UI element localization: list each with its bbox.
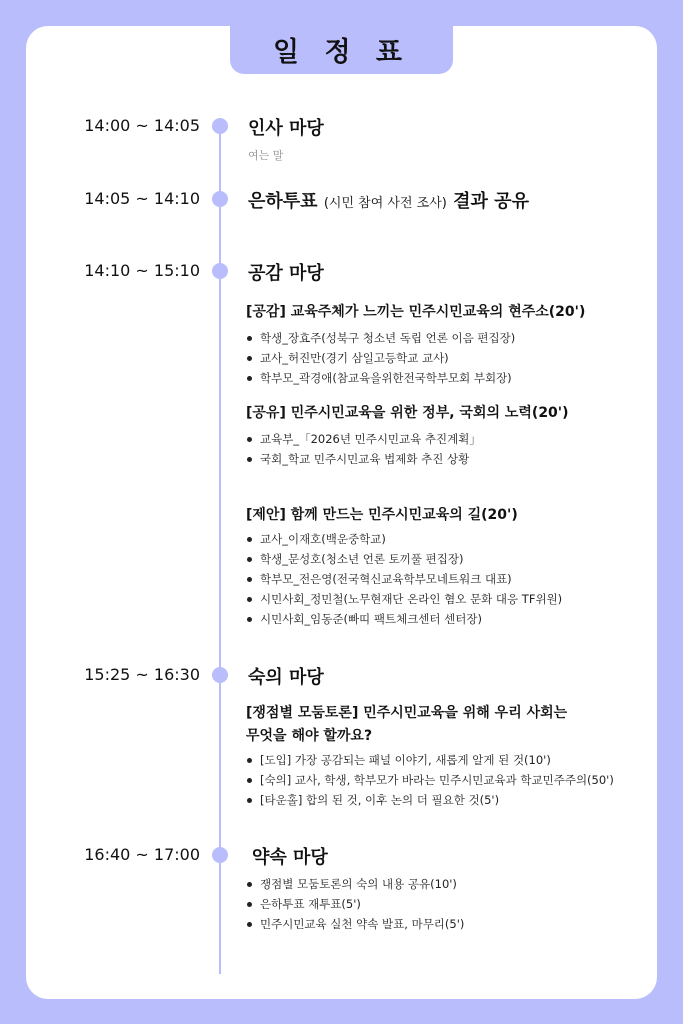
item-list: [246, 874, 464, 934]
session-time: 15:25 ~ 16:30: [84, 665, 200, 684]
list-item: 민주시민교육 실천 약속 발표, 마무리(5'): [246, 914, 464, 934]
list-item: 은하투표 재투표(5'): [246, 894, 464, 914]
item-list: [246, 750, 614, 810]
list-item: 학생_장효주(성북구 청소년 독립 언론 이음 편집장): [246, 328, 515, 348]
list-item: 학부모_곽경애(참교육을위한전국학부모회 부회장): [246, 368, 515, 388]
list-item: 시민사회_임동준(빠띠 팩트체크센터 센터장): [246, 609, 562, 629]
list-item: 학생_문성호(청소년 언론 토끼풀 편집장): [246, 549, 562, 569]
list-item: 시민사회_정민철(노무현재단 온라인 혐오 문화 대응 TF위원): [246, 589, 562, 609]
item-list: [246, 328, 515, 388]
session-title-sub: (시민 참여 사전 조사): [323, 196, 447, 211]
session-title: [248, 187, 529, 213]
session-title: 숙의 마당: [248, 667, 324, 688]
item-list: [246, 429, 481, 469]
group-title-line2: 무엇을 해야 할까요?: [246, 728, 373, 744]
session-title: 인사 마당: [248, 118, 324, 139]
list-item: 국회_학교 민주시민교육 법제화 추진 상황: [246, 449, 481, 469]
item-list: [246, 529, 562, 629]
session-time: 16:40 ~ 17:00: [84, 845, 200, 864]
timeline-dot: [212, 191, 228, 207]
session-title: 공감 마당: [248, 263, 324, 284]
list-item: [타운홀] 합의 된 것, 이후 논의 더 필요한 것(5'): [246, 790, 614, 810]
list-item: 교육부_「2026년 민주시민교육 추진계획」: [246, 429, 481, 449]
group-title: [제안] 함께 만드는 민주시민교육의 길(20'): [246, 507, 518, 523]
list-item: [숙의] 교사, 학생, 학부모가 바라는 민주시민교육과 학교민주주의(50'): [246, 770, 614, 790]
session-time: 14:10 ~ 15:10: [84, 261, 200, 280]
group-title: [공감] 교육주체가 느끼는 민주시민교육의 현주소(20'): [246, 304, 586, 320]
list-item: 교사_이재호(백운중학교): [246, 529, 562, 549]
session-title: 약속 마당: [252, 847, 328, 868]
session-title-end: 결과 공유: [453, 191, 529, 212]
group-title: [공유] 민주시민교육을 위한 정부, 국회의 노력(20'): [246, 405, 569, 421]
list-item: [도입] 가장 공감되는 패널 이야기, 새롭게 알게 된 것(10'): [246, 750, 614, 770]
timeline-dot: [212, 263, 228, 279]
session-title-main: 은하투표: [248, 191, 318, 212]
session-time: 14:05 ~ 14:10: [84, 189, 200, 208]
page-title: 일 정 표: [272, 36, 411, 68]
timeline-dot: [212, 847, 228, 863]
list-item: 학부모_전은영(전국혁신교육학부모네트워크 대표): [246, 569, 562, 589]
timeline-dot: [212, 667, 228, 683]
timeline-dot: [212, 118, 228, 134]
session-note: 여는 말: [248, 149, 284, 162]
list-item: 쟁점별 모둠토론의 숙의 내용 공유(10'): [246, 874, 464, 894]
group-title-line1: [쟁점별 모둠토론] 민주시민교육을 위해 우리 사회는: [246, 705, 568, 721]
list-item: 교사_허진만(경기 삼일고등학교 교사): [246, 348, 515, 368]
session-time: 14:00 ~ 14:05: [84, 116, 200, 135]
title-tab: [230, 24, 453, 74]
